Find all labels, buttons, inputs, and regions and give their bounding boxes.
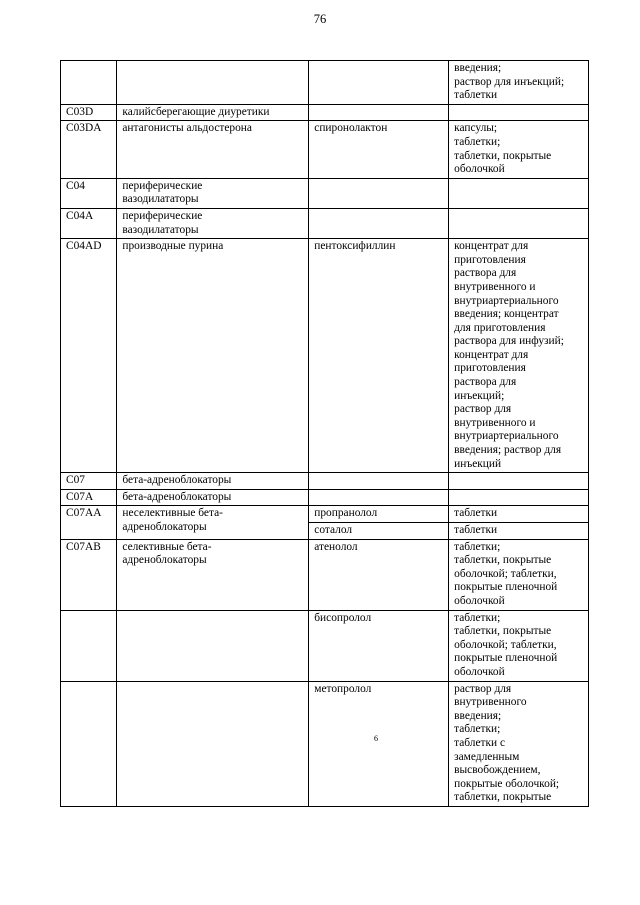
atc-code-cell: C07A [61, 489, 117, 506]
atc-code-cell [61, 610, 117, 681]
pharm-group-cell: бета-адреноблокаторы [117, 473, 309, 490]
dosage-form-cell: капсулы; таблетки; таблетки, покрытые оболочкой [449, 121, 589, 178]
dosage-form-cell [449, 489, 589, 506]
pharm-group-cell: бета-адреноблокаторы [117, 489, 309, 506]
pharm-group-cell: селективные бета- адреноблокаторы [117, 539, 309, 610]
drug-name-cell: атенолол [309, 539, 449, 610]
table-row [61, 473, 589, 490]
dosage-form-cell [449, 208, 589, 238]
atc-code-cell: C07AA [61, 506, 117, 539]
dosage-form-cell: раствор для внутривенного введения; таблетки; таблетки с замедленным высвобождением, покрытые оболочкой; таблетки, покрытые [449, 681, 589, 806]
drug-name-cell [309, 178, 449, 208]
table-row [61, 539, 589, 610]
dosage-form-cell: введения; раствор для инъекций; таблетки [449, 61, 589, 105]
atc-code-cell: C04 [61, 178, 117, 208]
drug-name-cell [309, 61, 449, 105]
dosage-form-cell [449, 178, 589, 208]
pharm-group-cell: производные пурина [117, 239, 309, 473]
drug-name-cell: соталол [309, 523, 449, 540]
pharm-group-cell: периферические вазодилататоры [117, 208, 309, 238]
atc-code-cell [61, 61, 117, 105]
table-row [61, 239, 589, 473]
dosage-form-cell [449, 104, 589, 121]
dosage-form-cell: таблетки; таблетки, покрытые оболочкой; таблетки, покрытые пленочной оболочкой [449, 539, 589, 610]
pharm-group-cell: неселективные бета- адреноблокаторы [117, 506, 309, 539]
atc-code-cell: C07AB [61, 539, 117, 610]
atc-code-cell: C03DA [61, 121, 117, 178]
dosage-form-cell: таблетки [449, 506, 589, 523]
pharm-group-cell: антагонисты альдостерона [117, 121, 309, 178]
page-number: 76 [313, 12, 327, 26]
pharm-group-cell [117, 681, 309, 806]
table-row [61, 61, 589, 105]
atc-code-cell: C04A [61, 208, 117, 238]
drug-name-cell [309, 208, 449, 238]
stray-mark: 6 [374, 734, 378, 743]
table-row [61, 121, 589, 178]
dosage-form-cell: концентрат для приготовления раствора для внутривенного и внутриартериального введения; концентрат для приготовления раствора для инфузий; концентрат для приготовления раствора для инъекций; раствор для внутривенного и внутриартериального введения; раствор для инъекций [449, 239, 589, 473]
drug-name-cell: пропранолол [309, 506, 449, 523]
dosage-form-cell [449, 473, 589, 490]
table-row [61, 610, 589, 681]
drug-name-cell: пентоксифиллин [309, 239, 449, 473]
pharm-group-cell: калийсберегающие диуретики [117, 104, 309, 121]
table-row [61, 506, 589, 523]
table-row [61, 178, 589, 208]
pharm-group-cell [117, 610, 309, 681]
drug-name-cell [309, 489, 449, 506]
dosage-form-cell: таблетки; таблетки, покрытые оболочкой; таблетки, покрытые пленочной оболочкой [449, 610, 589, 681]
dosage-form-cell: таблетки [449, 523, 589, 540]
drug-name-cell: бисопролол [309, 610, 449, 681]
atc-code-cell: C03D [61, 104, 117, 121]
drug-classification-table [60, 60, 589, 807]
pharm-group-cell: периферические вазодилататоры [117, 178, 309, 208]
atc-code-cell [61, 681, 117, 806]
pharm-group-cell [117, 61, 309, 105]
table-row [61, 681, 589, 806]
atc-code-cell: C07 [61, 473, 117, 490]
drug-name-cell: метопролол [309, 681, 449, 806]
drug-name-cell [309, 473, 449, 490]
table-row [61, 104, 589, 121]
table-row [61, 489, 589, 506]
drug-name-cell: спиронолактон [309, 121, 449, 178]
atc-code-cell: C04AD [61, 239, 117, 473]
drug-name-cell [309, 104, 449, 121]
table-row [61, 208, 589, 238]
